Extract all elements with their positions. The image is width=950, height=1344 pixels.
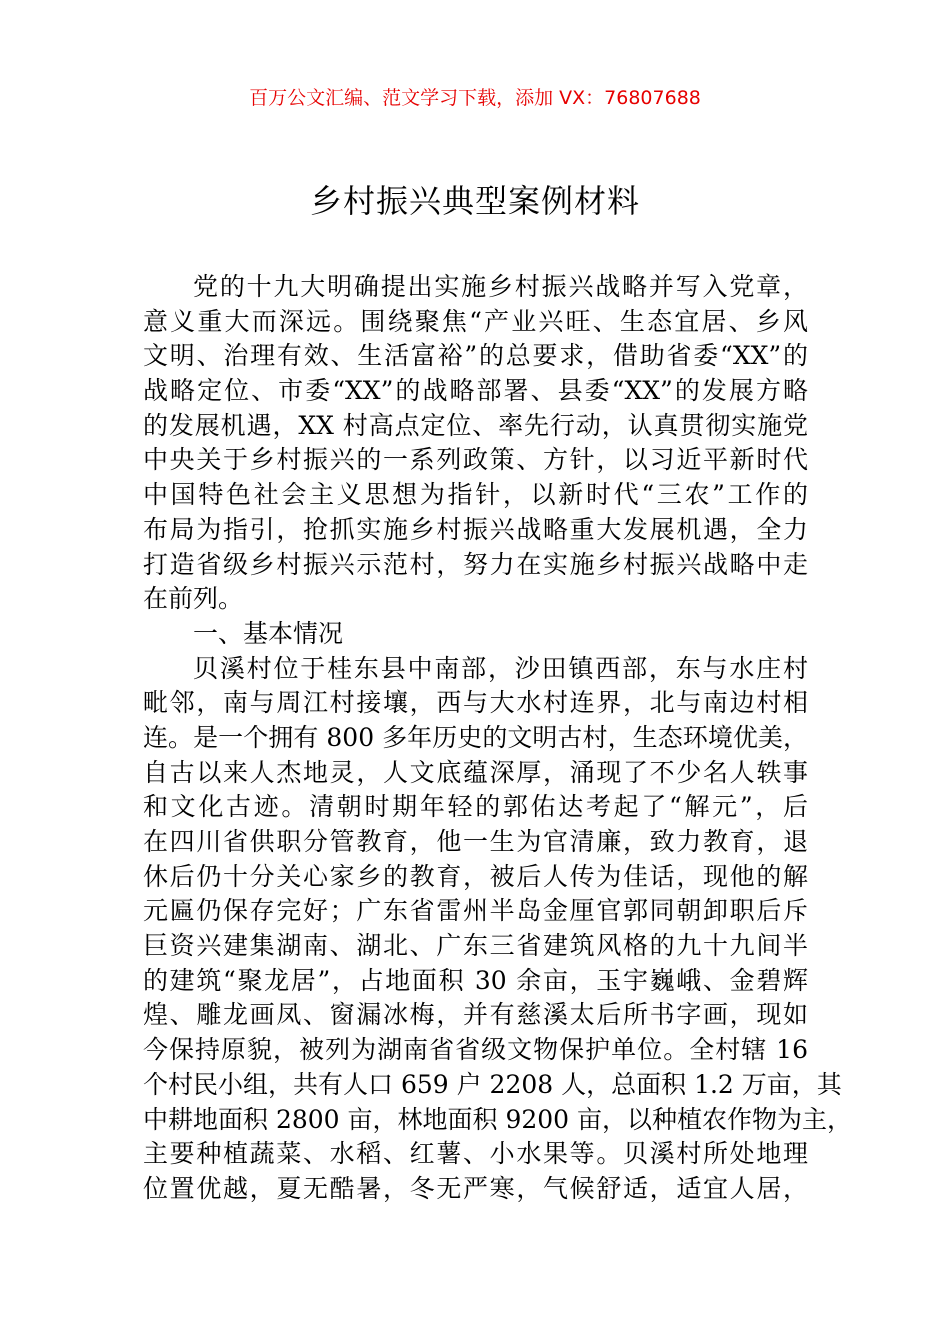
body-line: 的发展机遇，XX 村高点定位、率先行动，认真贯彻实施党 [143, 410, 808, 440]
body-line: 自古以来人杰地灵，人文底蕴深厚，涌现了不少名人轶事 [143, 757, 808, 787]
body-line: 一、基本情况 [193, 618, 344, 648]
body-line: 休后仍十分关心家乡的教育，被后人传为佳话，现他的解 [143, 861, 808, 891]
body-line: 意义重大而深远。围绕聚焦“产业兴旺、生态宜居、乡风 [143, 306, 808, 336]
document-title: 乡村振兴典型案例材料 [309, 182, 640, 220]
body-line: 中耕地面积 2800 亩，林地面积 9200 亩，以种植农作物为主， [143, 1104, 853, 1134]
body-line: 文明、治理有效、生活富裕”的总要求，借助省委“XX”的 [143, 341, 808, 371]
body-line: 个村民小组，共有人口 659 户 2208 人，总面积 1.2 万亩，其 [143, 1069, 842, 1099]
body-line: 今保持原貌，被列为湖南省省级文物保护单位。全村辖 16 [143, 1035, 808, 1065]
body-line: 中央关于乡村振兴的一系列政策、方针，以习近平新时代 [143, 445, 808, 475]
body-line: 战略定位、市委“XX”的战略部署、县委“XX”的发展方略 [143, 376, 808, 406]
body-line: 的建筑“聚龙居”，占地面积 30 余亩，玉宇巍峨、金碧辉 [143, 965, 808, 995]
body-line: 在四川省供职分管教育，他一生为官清廉，致力教育，退 [143, 827, 808, 856]
document-body [143, 270, 853, 1207]
body-line: 党的十九大明确提出实施乡村振兴战略并写入党章， [193, 272, 808, 301]
body-line: 煌、雕龙画凤、窗漏冰梅，并有慈溪太后所书字画，现如 [143, 1000, 808, 1030]
body-line: 位置优越，夏无酷暑，冬无严寒，气候舒适，适宜人居， [143, 1173, 808, 1203]
body-line: 中国特色社会主义思想为指针，以新时代“三农”工作的 [143, 480, 808, 510]
body-line: 布局为指引，抢抓实施乡村振兴战略重大发展机遇，全力 [143, 514, 808, 544]
body-line: 巨资兴建集湖南、湖北、广东三省建筑风格的九十九间半 [143, 931, 808, 961]
watermark-header: 百万公文汇编、范文学习下载，添加 VX：76807688 [249, 87, 701, 109]
body-line: 贝溪村位于桂东县中南部，沙田镇西部，东与水庄村 [193, 653, 808, 683]
body-line: 打造省级乡村振兴示范村，努力在实施乡村振兴战略中走 [143, 549, 808, 579]
body-line: 元匾仍保存完好；广东省雷州半岛金厘官郭同朝卸职后斥 [143, 896, 808, 926]
body-line: 和文化古迹。清朝时期年轻的郭佑达考起了“解元”，后 [143, 792, 808, 822]
body-line: 主要种植蔬菜、水稻、红薯、小水果等。贝溪村所处地理 [143, 1139, 808, 1169]
body-line: 在前列。 [143, 584, 244, 614]
body-line: 连。是一个拥有 800 多年历史的文明古村，生态环境优美， [143, 722, 808, 752]
body-line: 毗邻，南与周江村接壤，西与大水村连界，北与南边村相 [143, 688, 808, 718]
